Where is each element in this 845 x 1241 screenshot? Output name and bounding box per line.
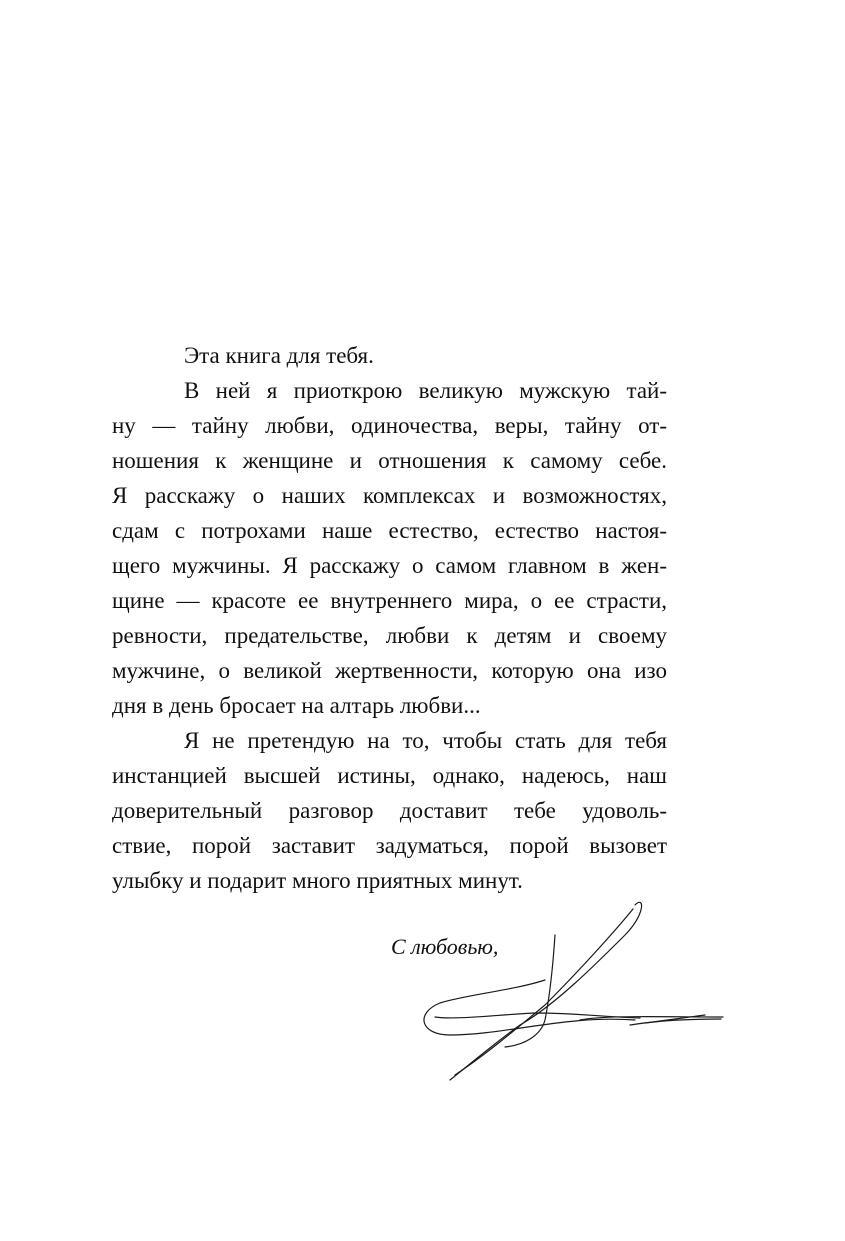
text-line: В ней я приоткрою великую мужскую тай- [184, 378, 667, 403]
text-line: щего мужчины. Я расскажу о самом главном в жен- [112, 553, 667, 578]
text-line: ревности, предательстве, любви к детям и своему [112, 623, 667, 648]
text-line: дня в день бросает на алтарь любви... [112, 693, 481, 718]
text-line: Я не претендую на то, чтобы стать для тебя [184, 728, 667, 753]
text-line: ношения к женщине и отношения к самому себе. [112, 448, 667, 473]
text-line: доверительный разговор доставит тебе удоволь- [112, 798, 667, 823]
text-line: инстанцией высшей истины, однако, надеюсь, наш [112, 763, 667, 788]
text-line: ствие, порой заставит задуматься, порой вызовет [112, 833, 667, 858]
sign-off: С любовью, [391, 934, 499, 959]
text-line: щине — красоте ее внутреннего мира, о ее страсти, [112, 588, 667, 613]
signature [405, 895, 735, 1085]
text-line: Эта книга для тебя. [184, 343, 374, 368]
text-line: ну — тайну любви, одиночества, веры, тайну от- [112, 413, 667, 438]
text-line: мужчине, о великой жертвенности, которую она изо [112, 658, 667, 683]
body-text [112, 338, 667, 898]
text-line: сдам с потрохами наше естество, естество настоя- [112, 518, 667, 543]
text-line: Я расскажу о наших комплексах и возможностях, [112, 483, 667, 508]
text-line: улыбку и подарит много приятных минут. [112, 868, 523, 893]
